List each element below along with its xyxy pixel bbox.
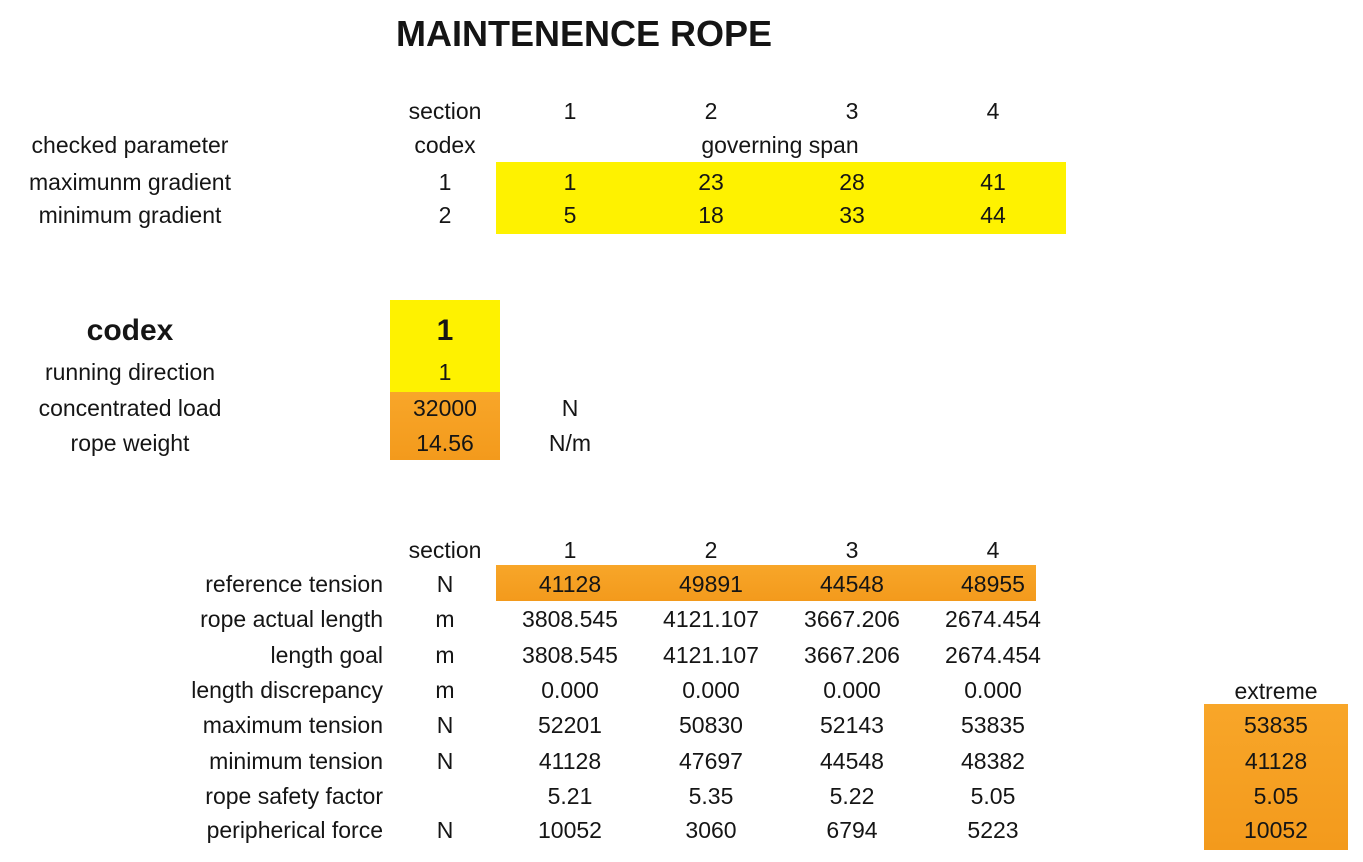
results-section-header-1: 1	[563, 537, 577, 563]
results-row-value: 2674.454	[945, 642, 1041, 668]
results-row-value: 5.35	[688, 783, 734, 809]
top-row-value: 33	[839, 202, 865, 228]
results-row-value: 4121.107	[663, 642, 759, 668]
results-row-unit: N	[436, 817, 454, 843]
results-row-value: 0.000	[964, 677, 1022, 703]
results-row-value: 44548	[820, 571, 884, 597]
top-row-codex: 2	[438, 202, 452, 228]
results-row-value: 3667.206	[804, 606, 900, 632]
results-row-value: 52143	[820, 712, 884, 738]
top-codex-label: codex	[414, 132, 476, 158]
results-row-label: length discrepancy	[191, 677, 383, 703]
results-row-unit: m	[435, 677, 455, 703]
results-section-header-3: 3	[845, 537, 859, 563]
results-row-value: 5.05	[970, 783, 1016, 809]
results-row-value: 3667.206	[804, 642, 900, 668]
concentrated-load-unit: N	[561, 395, 579, 421]
results-row-value: 41128	[538, 748, 602, 774]
top-section-header-1: 1	[563, 98, 577, 124]
extreme-value: 53835	[1244, 712, 1308, 738]
top-section-header-4: 4	[986, 98, 1000, 124]
extreme-value: 41128	[1244, 748, 1308, 774]
results-row-value: 49891	[679, 571, 743, 597]
top-row-value: 23	[698, 169, 724, 195]
results-row-label: minimum tension	[209, 748, 383, 774]
results-row-label: maximum tension	[202, 712, 383, 738]
results-row-value: 44548	[820, 748, 884, 774]
top-row-label: minimum gradient	[38, 202, 222, 228]
results-row-label: rope safety factor	[205, 783, 383, 809]
page-title: MAINTENENCE ROPE	[396, 13, 773, 54]
rope-weight-value-cell[interactable]: 14.56	[416, 430, 474, 456]
results-row-label: reference tension	[205, 571, 383, 597]
results-row-value: 4121.107	[663, 606, 759, 632]
rope-weight-unit: N/m	[548, 430, 592, 456]
concentrated-load-label: concentrated load	[38, 395, 222, 421]
results-row-value: 3060	[685, 817, 737, 843]
top-section-label: section	[408, 98, 482, 124]
top-row-value: 28	[839, 169, 865, 195]
results-row-value: 2674.454	[945, 606, 1041, 632]
results-row-unit: m	[435, 642, 455, 668]
results-row-value: 52201	[538, 712, 602, 738]
top-row-codex: 1	[438, 169, 452, 195]
governing-span-label: governing span	[701, 132, 859, 158]
results-section-header-4: 4	[986, 537, 1000, 563]
rope-weight-label: rope weight	[70, 430, 190, 456]
results-row-label: rope actual length	[200, 606, 383, 632]
results-row-unit: m	[435, 606, 455, 632]
results-row-value: 0.000	[541, 677, 599, 703]
results-row-value: 41128	[538, 571, 602, 597]
top-row-label: maximunm gradient	[29, 169, 231, 195]
checked-parameter-label: checked parameter	[31, 132, 229, 158]
top-row-value: 44	[980, 202, 1006, 228]
results-row-value: 48955	[961, 571, 1025, 597]
results-row-value: 6794	[826, 817, 878, 843]
results-row-value: 50830	[679, 712, 743, 738]
top-section-header-3: 3	[845, 98, 859, 124]
results-row-value: 5223	[967, 817, 1019, 843]
results-row-value: 0.000	[682, 677, 740, 703]
concentrated-load-value-cell[interactable]: 32000	[413, 395, 477, 421]
results-row-value: 3808.545	[522, 642, 618, 668]
top-row-value: 1	[563, 169, 577, 195]
running-direction-value-cell[interactable]: 1	[438, 359, 452, 385]
running-direction-label: running direction	[44, 359, 216, 385]
extreme-value: 5.05	[1253, 783, 1299, 809]
results-row-label: peripherical force	[206, 817, 383, 843]
results-row-unit: N	[436, 712, 454, 738]
extreme-value: 10052	[1244, 817, 1308, 843]
results-row-value: 0.000	[823, 677, 881, 703]
results-row-value: 5.21	[547, 783, 593, 809]
results-row-value: 48382	[961, 748, 1025, 774]
results-section-header-2: 2	[704, 537, 718, 563]
top-section-header-2: 2	[704, 98, 718, 124]
extreme-header: extreme	[1234, 678, 1318, 704]
top-row-value: 41	[980, 169, 1006, 195]
results-row-value: 47697	[679, 748, 743, 774]
results-row-unit: N	[436, 748, 454, 774]
results-row-value: 5.22	[829, 783, 875, 809]
results-row-value: 3808.545	[522, 606, 618, 632]
codex-value-cell[interactable]: 1	[436, 314, 454, 347]
results-row-value: 53835	[961, 712, 1025, 738]
results-section-label: section	[408, 537, 482, 563]
results-row-label: length goal	[270, 642, 383, 668]
results-row-unit: N	[436, 571, 454, 597]
top-row-value: 5	[563, 202, 577, 228]
codex-heading: codex	[86, 314, 174, 347]
results-row-value: 10052	[538, 817, 602, 843]
top-row-value: 18	[698, 202, 724, 228]
